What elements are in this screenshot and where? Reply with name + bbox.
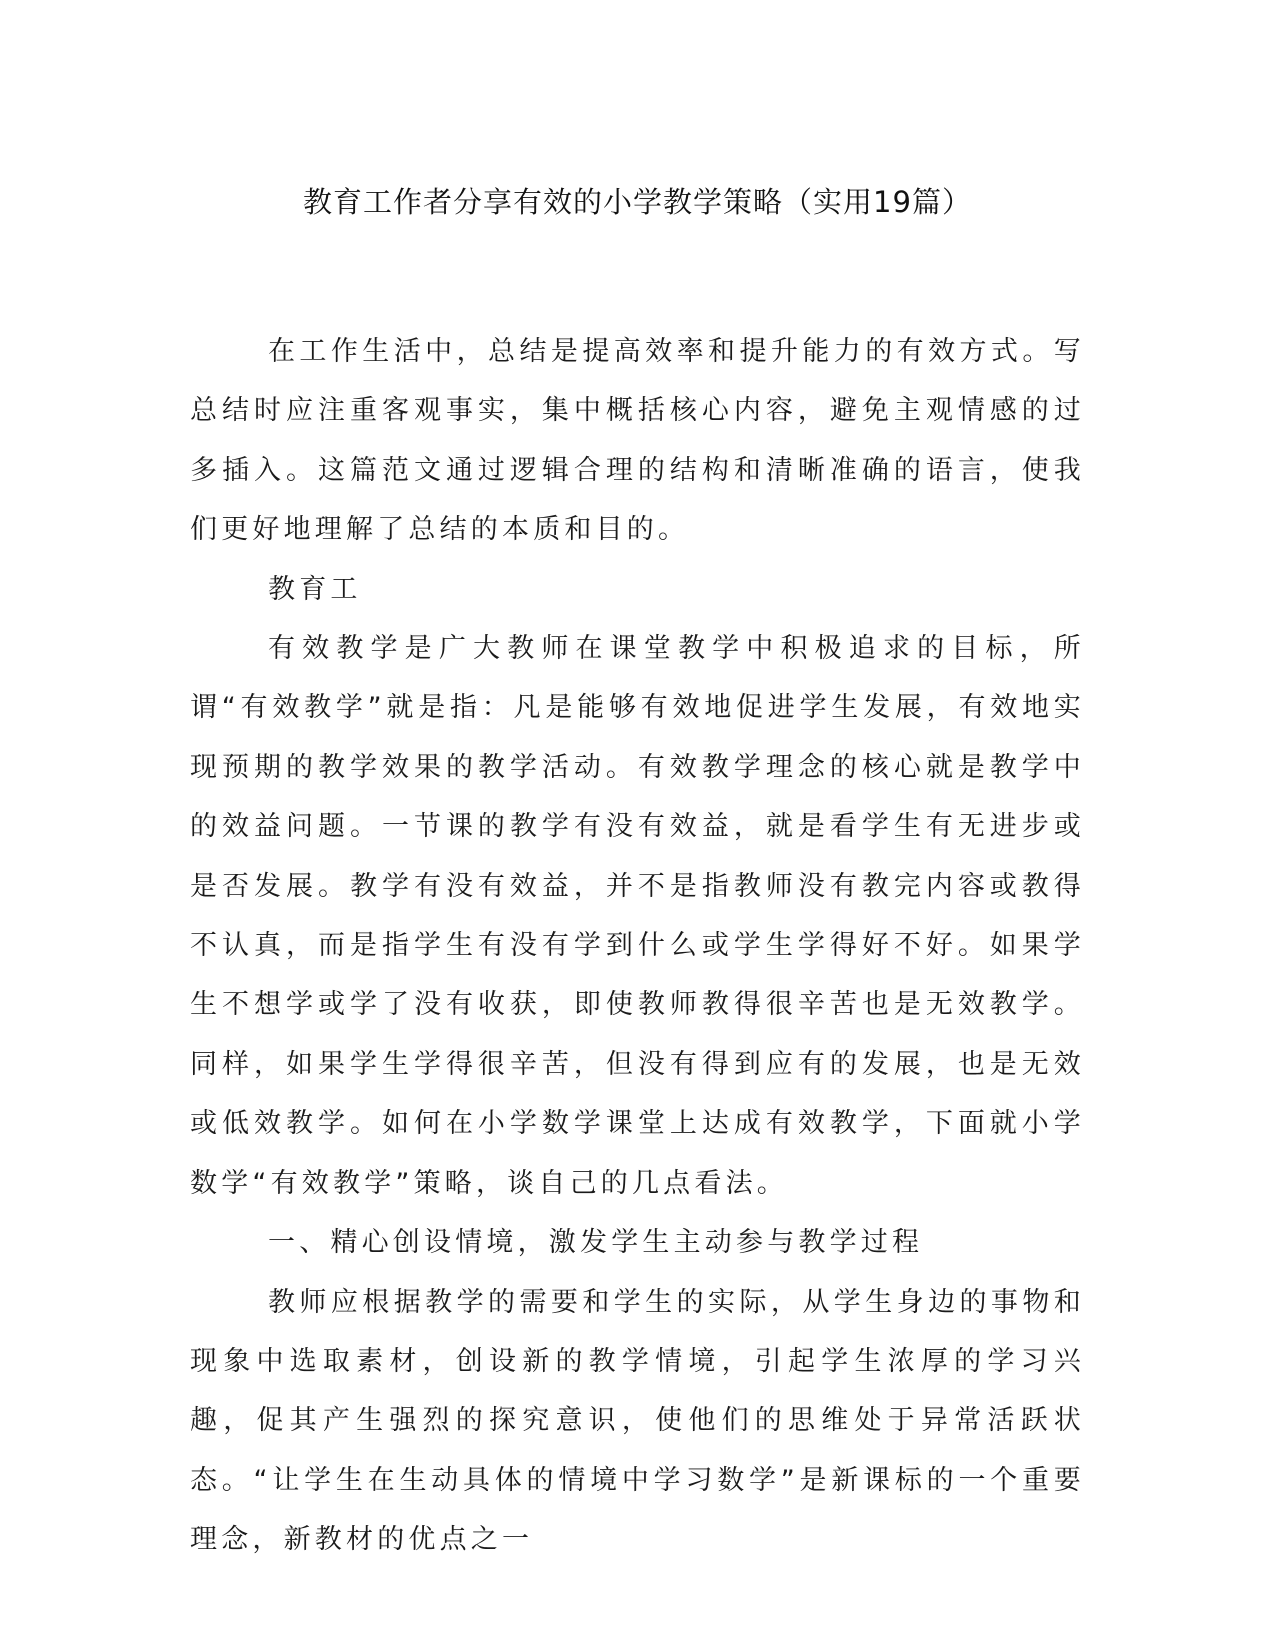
document-body (190, 322, 1085, 1570)
paragraph-effective-teaching: 有效教学是广大教师在课堂教学中积极追求的目标，所谓“有效教学”就是指：凡是能够有效地促进学生发展，有效地实现预期的教学效果的教学活动。有效教学理念的核心就是教学中的效益问题。一节课的教学有没有效益，就是看学生有无进步或是否发展。教学有没有效益，并不是指教师没有教完内容或教得不认真，而是指学生有没有学到什么或学生学得好不好。如果学生不想学或学了没有收获，即使教师教得很辛苦也是无效教学。同样，如果学生学得很辛苦，但没有得到应有的发展，也是无效或低效教学。如何在小学数学课堂上达成有效教学，下面就小学数学“有效教学”策略，谈自己的几点看法。 (190, 633, 1085, 1199)
section-heading-1: 一、精心创设情境，激发学生主动参与教学过程 (268, 1227, 924, 1259)
document-title: 教育工作者分享有效的小学教学策略（实用19篇） (303, 185, 972, 219)
paragraph-heading-fragment: 教育工 (268, 573, 362, 605)
paragraph-intro: 在工作生活中，总结是提高效率和提升能力的有效方式。写总结时应注重客观事实，集中概括核心内容，避免主观情感的过多插入。这篇范文通过逻辑合理的结构和清晰准确的语言，使我们更好地理解了总结的本质和目的。 (190, 336, 1085, 546)
paragraph-section-1: 教师应根据教学的需要和学生的实际，从学生身边的事物和现象中选取素材，创设新的教学情境，引起学生浓厚的学习兴趣，促其产生强烈的探究意识，使他们的思维处于异常活跃状态。“让学生在生动具体的情境中学习数学”是新课标的一个重要理念，新教材的优点之一 (190, 1286, 1085, 1556)
